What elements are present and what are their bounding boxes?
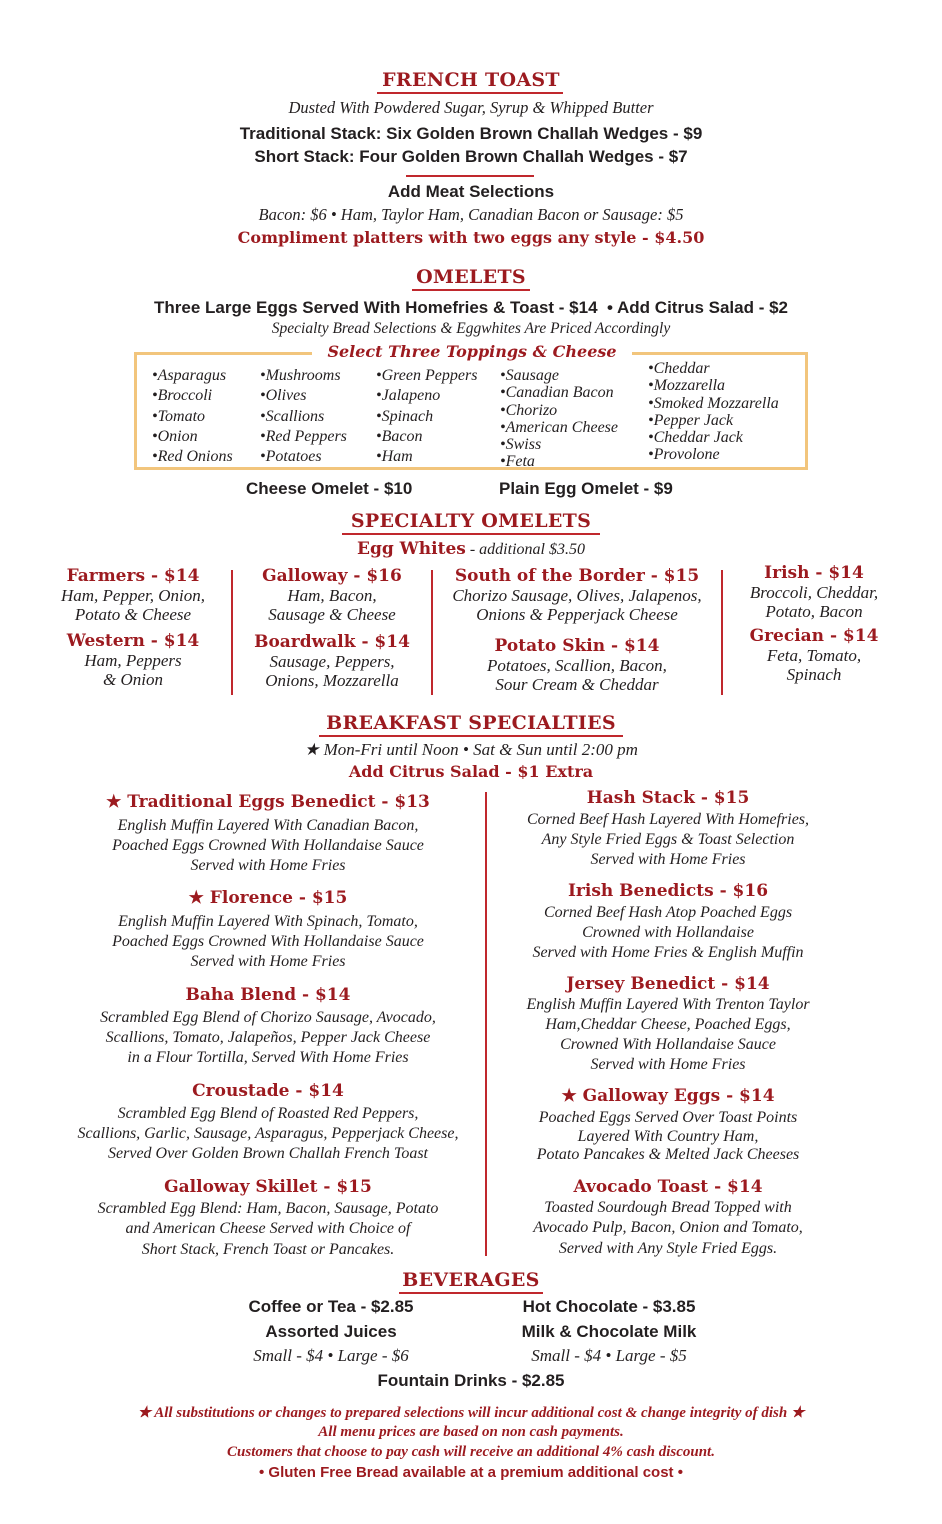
omelets-underline xyxy=(412,289,530,291)
topping-item: •Broccoli xyxy=(152,387,213,405)
topping-item: •Mozzarella xyxy=(648,377,726,395)
beverages-title: BEVERAGES xyxy=(402,1269,540,1291)
omelets-line2: Specialty Bread Selections & Eggwhites Are Priced Accordingly xyxy=(271,320,671,337)
boardwalk-desc-2: Onions, Mozzarella xyxy=(265,671,399,690)
dish-desc: Corned Beef Hash Layered With Homefries, xyxy=(526,811,810,828)
assorted-juices: Assorted Juices xyxy=(265,1322,397,1341)
meat-title: Add Meat Selections xyxy=(387,182,555,201)
south-desc-1: Chorizo Sausage, Olives, Jalapenos, xyxy=(452,586,702,605)
egg-whites-label: Egg Whites xyxy=(357,539,466,559)
dish-name: Avocado Toast - $14 xyxy=(573,1177,763,1197)
grecian-desc-2: Spinach xyxy=(786,665,842,684)
coffee-tea: Coffee or Tea - $2.85 xyxy=(248,1297,414,1316)
dish-desc: in a Flour Tortilla, Served With Home Fries xyxy=(127,1049,409,1066)
toppings-title: Select Three Toppings & Cheese xyxy=(312,342,632,361)
potato-desc-2: Sour Cream & Cheddar xyxy=(495,675,659,694)
breakfast-underline xyxy=(319,735,623,737)
dish-name: Croustade - $14 xyxy=(192,1081,344,1101)
dish-desc: Served with Any Style Fried Eggs. xyxy=(558,1240,778,1257)
dish-name: Baha Blend - $14 xyxy=(185,985,351,1005)
dish-desc: English Muffin Layered With Canadian Bacon, xyxy=(117,817,419,834)
breakfast-title: BREAKFAST SPECIALTIES xyxy=(326,712,616,734)
farmers-desc-2: Potato & Cheese xyxy=(74,605,192,624)
dish-desc: Served Over Golden Brown Challah French Toast xyxy=(108,1145,428,1162)
dish-desc: English Muffin Layered With Spinach, Tomato, xyxy=(118,913,418,930)
topping-item: •Olives xyxy=(260,387,307,405)
irish-desc-2: Potato, Bacon xyxy=(765,602,863,621)
footer-gluten-free: • Gluten Free Bread available at a premium additional cost • xyxy=(259,1464,683,1481)
specialty-title: SPECIALTY OMELETS xyxy=(350,510,592,532)
galloway-name: Galloway - $16 xyxy=(262,566,402,586)
dish-desc: Any Style Fried Eggs & Toast Selection xyxy=(541,831,795,848)
topping-item: •Canadian Bacon xyxy=(500,384,614,402)
dish-name: ★ Traditional Eggs Benedict - $13 xyxy=(106,792,430,812)
dish-desc: Scallions, Tomato, Jalapeños, Pepper Jack Cheese xyxy=(105,1029,431,1046)
topping-item: •Mushrooms xyxy=(260,367,341,384)
juice-prices: Small - $4 • Large - $6 xyxy=(253,1346,409,1365)
topping-item: •Red Peppers xyxy=(260,427,347,445)
south-name: South of the Border - $15 xyxy=(454,566,700,586)
topping-item: •Tomato xyxy=(152,407,206,425)
topping-item: •Spinach xyxy=(376,407,434,425)
farmers-name: Farmers - $14 xyxy=(66,566,200,586)
dish-name: Galloway Skillet - $15 xyxy=(164,1177,372,1197)
short-stack: Short Stack: Four Golden Brown Challah Wedges - $7 xyxy=(254,147,688,166)
dish-desc: Crowned with Hollandaise xyxy=(582,924,754,941)
topping-item: •Ham xyxy=(376,448,413,466)
topping-item: •Smoked Mozzarella xyxy=(648,394,779,412)
platter-note: Compliment platters with two eggs any style - $4.50 xyxy=(237,228,705,247)
topping-item: •Red Onions xyxy=(152,448,233,466)
footer-substitutions: ★ All substitutions or changes to prepared selections will incur additional cost & change integrity of dish ★ xyxy=(137,1405,805,1421)
topping-item: •Asparagus xyxy=(152,367,227,384)
western-desc-1: Ham, Peppers xyxy=(84,651,182,670)
toppings-col-2 xyxy=(260,366,347,467)
dish-desc: and American Cheese Served with Choice of xyxy=(125,1220,411,1237)
meat-prices: Bacon: $6 • Ham, Taylor Ham, Canadian Bacon or Sausage: $5 xyxy=(258,205,684,224)
topping-item: •Jalapeno xyxy=(376,387,441,405)
dish-desc: English Muffin Layered With Trenton Taylor xyxy=(526,996,810,1013)
potato-desc-1: Potatoes, Scallion, Bacon, xyxy=(487,656,667,675)
topping-item: •Potatoes xyxy=(260,448,322,466)
topping-item: •American Cheese xyxy=(500,418,619,436)
beverages-underline xyxy=(399,1292,543,1294)
fountain-drinks: Fountain Drinks - $2.85 xyxy=(377,1371,565,1390)
egg-whites-price: - additional $3.50 xyxy=(465,541,585,558)
dish-desc: Corned Beef Hash Atop Poached Eggs xyxy=(543,904,793,921)
dish-desc: Poached Eggs Crowned With Hollandaise Sauce xyxy=(112,933,424,950)
dish-desc: Scrambled Egg Blend of Roasted Red Peppers, xyxy=(117,1105,419,1122)
dish-desc: Short Stack, French Toast or Pancakes. xyxy=(141,1241,395,1258)
toppings-col-4 xyxy=(500,367,618,471)
dish-desc: Poached Eggs Served Over Toast Points xyxy=(538,1109,798,1126)
dish-name: Hash Stack - $15 xyxy=(586,788,750,808)
dish-desc: Served with Home Fries & English Muffin xyxy=(532,944,804,961)
dish-desc: Scrambled Egg Blend: Ham, Bacon, Sausage, Potato xyxy=(97,1200,439,1217)
breakfast-hours: ★ Mon-Fri until Noon • Sat & Sun until 2:00 pm xyxy=(304,740,638,759)
dish-desc: Poached Eggs Crowned With Hollandaise Sauce xyxy=(112,837,424,854)
french-toast-underline xyxy=(377,92,563,94)
dish-desc: Scrambled Egg Blend of Chorizo Sausage, Avocado, xyxy=(100,1009,436,1026)
dish-name: Jersey Benedict - $14 xyxy=(566,974,770,994)
dish-desc: Ham,Cheddar Cheese, Poached Eggs, xyxy=(545,1016,791,1033)
dish-desc: Served with Home Fries xyxy=(590,1056,746,1073)
boardwalk-desc-1: Sausage, Peppers, xyxy=(269,652,395,671)
omelets-title: OMELETS xyxy=(416,266,526,288)
galloway-desc-2: Sausage & Cheese xyxy=(268,605,396,624)
footer-noncash: All menu prices are based on non cash payments. xyxy=(318,1424,624,1440)
dish-name: ★ Galloway Eggs - $14 xyxy=(561,1086,775,1106)
topping-item: •Scallions xyxy=(260,407,325,425)
dish-desc: Served with Home Fries xyxy=(190,953,346,970)
irish-desc-1: Broccoli, Cheddar, xyxy=(749,583,879,602)
dish-name: Irish Benedicts - $16 xyxy=(567,881,769,901)
grecian-name: Grecian - $14 xyxy=(749,626,879,646)
dish-desc: Crowned With Hollandaise Sauce xyxy=(560,1036,776,1053)
dish-desc: Served with Home Fries xyxy=(590,851,746,868)
toppings-col-3 xyxy=(376,366,477,467)
grecian-desc-1: Feta, Tomato, xyxy=(766,646,862,665)
hot-chocolate: Hot Chocolate - $3.85 xyxy=(522,1297,696,1316)
toppings-col-5 xyxy=(648,360,779,464)
topping-item: •Swiss xyxy=(500,436,542,454)
dish-name: ★ Florence - $15 xyxy=(188,888,348,908)
dish-desc: Potato Pancakes & Melted Jack Cheeses xyxy=(536,1146,800,1163)
galloway-desc-1: Ham, Bacon, xyxy=(287,586,377,605)
dish-desc: Toasted Sourdough Bread Topped with xyxy=(544,1199,792,1216)
omelets-line1: Three Large Eggs Served With Homefries & Toast - $14 • Add Citrus Salad - $2 xyxy=(153,298,788,317)
toppings-col-1 xyxy=(152,366,233,467)
south-desc-2: Onions & Pepperjack Cheese xyxy=(476,605,678,624)
french-toast-subtitle: Dusted With Powdered Sugar, Syrup & Whipped Butter xyxy=(288,98,654,117)
boardwalk-name: Boardwalk - $14 xyxy=(254,632,410,652)
farmers-desc-1: Ham, Pepper, Onion, xyxy=(60,586,205,605)
cheese-omelet: Cheese Omelet - $10 xyxy=(246,479,413,498)
topping-item: •Cheddar xyxy=(648,360,710,377)
topping-item: •Provolone xyxy=(648,446,720,464)
western-name: Western - $14 xyxy=(66,631,200,651)
topping-item: •Green Peppers xyxy=(376,367,478,384)
topping-item: •Onion xyxy=(152,427,198,445)
dish-desc: Served with Home Fries xyxy=(190,857,346,874)
traditional-stack: Traditional Stack: Six Golden Brown Challah Wedges - $9 xyxy=(239,124,703,143)
milk: Milk & Chocolate Milk xyxy=(521,1322,697,1341)
potato-name: Potato Skin - $14 xyxy=(494,636,660,656)
topping-item: •Cheddar Jack xyxy=(648,429,743,447)
specialty-underline xyxy=(342,533,600,535)
topping-item: •Pepper Jack xyxy=(648,411,734,429)
irish-name: Irish - $14 xyxy=(764,563,864,583)
dish-desc: Scallions, Garlic, Sausage, Asparagus, Pepperjack Cheese, xyxy=(77,1125,459,1142)
topping-item: •Chorizo xyxy=(500,401,558,419)
topping-item: •Sausage xyxy=(500,367,559,384)
footer-cash-discount: Customers that choose to pay cash will receive an additional 4% cash discount. xyxy=(227,1444,715,1460)
plain-omelet: Plain Egg Omelet - $9 xyxy=(499,479,673,498)
western-desc-2: & Onion xyxy=(103,670,163,689)
egg-whites-line xyxy=(0,539,942,559)
breakfast-add: Add Citrus Salad - $1 Extra xyxy=(348,762,594,781)
milk-prices: Small - $4 • Large - $5 xyxy=(531,1346,687,1365)
topping-item: •Bacon xyxy=(376,427,423,445)
topping-item: •Feta xyxy=(500,453,535,471)
french-toast-title: FRENCH TOAST xyxy=(382,69,560,91)
dish-desc: Avocado Pulp, Bacon, Onion and Tomato, xyxy=(533,1219,803,1236)
dish-desc: Layered With Country Ham, xyxy=(577,1128,759,1145)
divider xyxy=(406,175,534,177)
